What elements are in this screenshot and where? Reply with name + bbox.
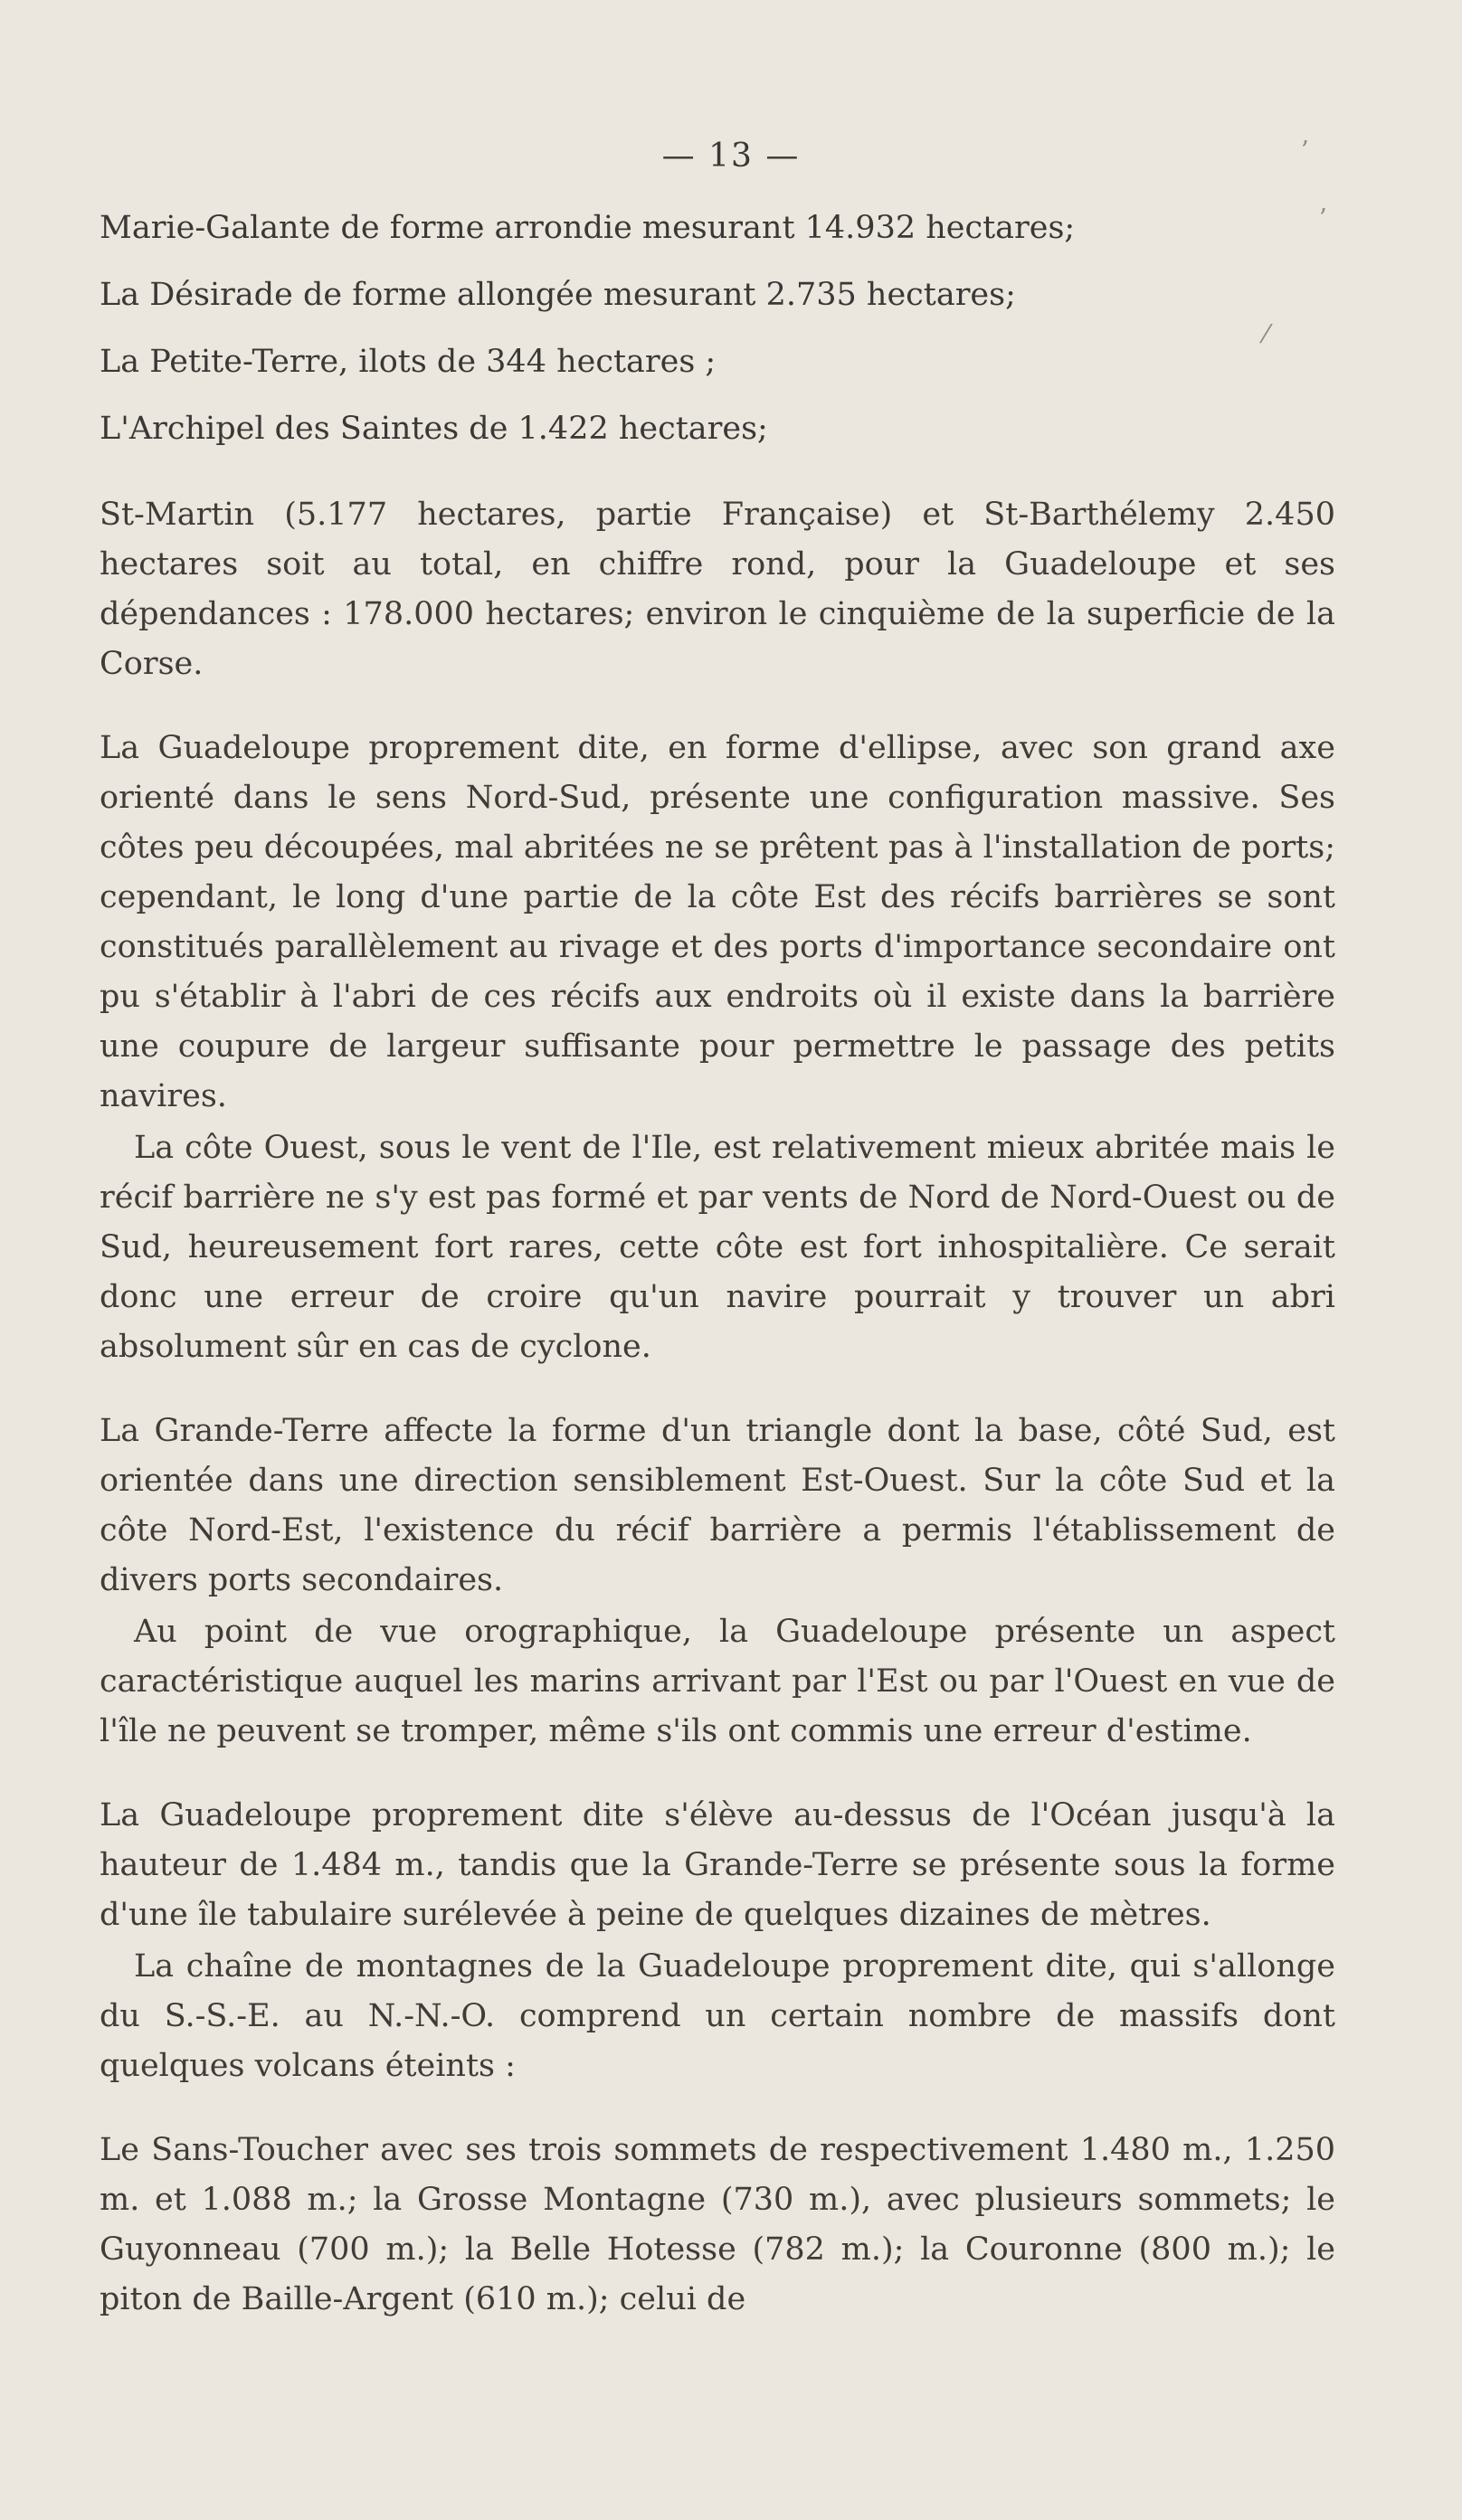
paragraph: La chaîne de montagnes de la Guadeloupe proprement dite, qui s'allonge du S.-S.-E. au N.-N.-O. comprend un certain nombre de massifs dont quelques volcans éteints : bbox=[100, 1948, 1335, 2084]
list-item: La Désirade de forme allongée mesurant 2.735 hectares; bbox=[100, 277, 1016, 313]
paragraph: La côte Ouest, sous le vent de l'Ile, est relativement mieux abritée mais le récif barrière ne s'y est pas formé et par vents de Nord de Nord-Ouest ou de Sud, heureusement fort rares, cette côte est fort inhospitalière. Ce serait donc une erreur de croire qu'un navire pourrait y trouver un abri absolument sûr en cas de cyclone. bbox=[100, 1130, 1335, 1365]
list-item: La Petite-Terre, ilots de 344 hectares ; bbox=[100, 344, 717, 380]
paragraph: La Grande-Terre affecte la forme d'un triangle dont la base, côté Sud, est orientée dans une direction sensiblement Est-Ouest. Sur la côte Sud et la côte Nord-Est, l'existence du récif barrière a permis l'établissement de divers ports secondaires. bbox=[100, 1413, 1335, 1598]
paragraph: St-Martin (5.177 hectares, partie Française) et St-Barthélemy 2.450 hectares soit au total, en chiffre rond, pour la Guadeloupe et ses dépendances : 178.000 hectares; environ le cinquième de la superficie de la Corse. bbox=[100, 497, 1335, 682]
body-text bbox=[100, 204, 1335, 2325]
list-item: L'Archipel des Saintes de 1.422 hectares; bbox=[100, 411, 768, 447]
paragraph: La Guadeloupe proprement dite, en forme d'ellipse, avec son grand axe orienté dans le sens Nord-Sud, présente une configuration massive. Ses côtes peu découpées, mal abritées ne se prêtent pas à l'installation de ports; cependant, le long d'une partie de la côte Est des récifs barrières se sont constitués parallèlement au rivage et des ports d'importance secondaire ont pu s'établir à l'abri de ces récifs aux endroits où il existe dans la barrière une coupure de largeur suffisante pour permettre le passage des petits navires. bbox=[100, 730, 1335, 1114]
paragraph: La Guadeloupe proprement dite s'élève au-dessus de l'Océan jusqu'à la hauteur de 1.484 m., tandis que la Grande-Terre se présente sous la forme d'une île tabulaire surélevée à peine de quelques dizaines de mètres. bbox=[100, 1797, 1335, 1933]
paragraph: Le Sans-Toucher avec ses trois sommets de respectivement 1.480 m., 1.250 m. et 1.088 m.; la Grosse Montagne (730 m.), avec plusieurs sommets; le Guyonneau (700 m.); la Belle Hotesse (782 m.); la Couronne (800 m.); le piton de Baille-Argent (610 m.); celui de bbox=[100, 2132, 1335, 2317]
margin-mark: ʼ bbox=[1318, 204, 1326, 233]
margin-mark: ⁄ bbox=[1264, 319, 1268, 349]
list-item: Marie-Galante de forme arrondie mesurant 14.932 hectares; bbox=[100, 210, 1076, 246]
paragraph: Au point de vue orographique, la Guadeloupe présente un aspect caractéristique auquel les marins arrivant par l'Est ou par l'Ouest en vue de l'île ne peuvent se tromper, même s'ils ont commis une erreur d'estime. bbox=[100, 1614, 1335, 1749]
margin-mark: ʼ bbox=[1300, 136, 1308, 166]
page-number: — 13 — bbox=[661, 137, 801, 175]
